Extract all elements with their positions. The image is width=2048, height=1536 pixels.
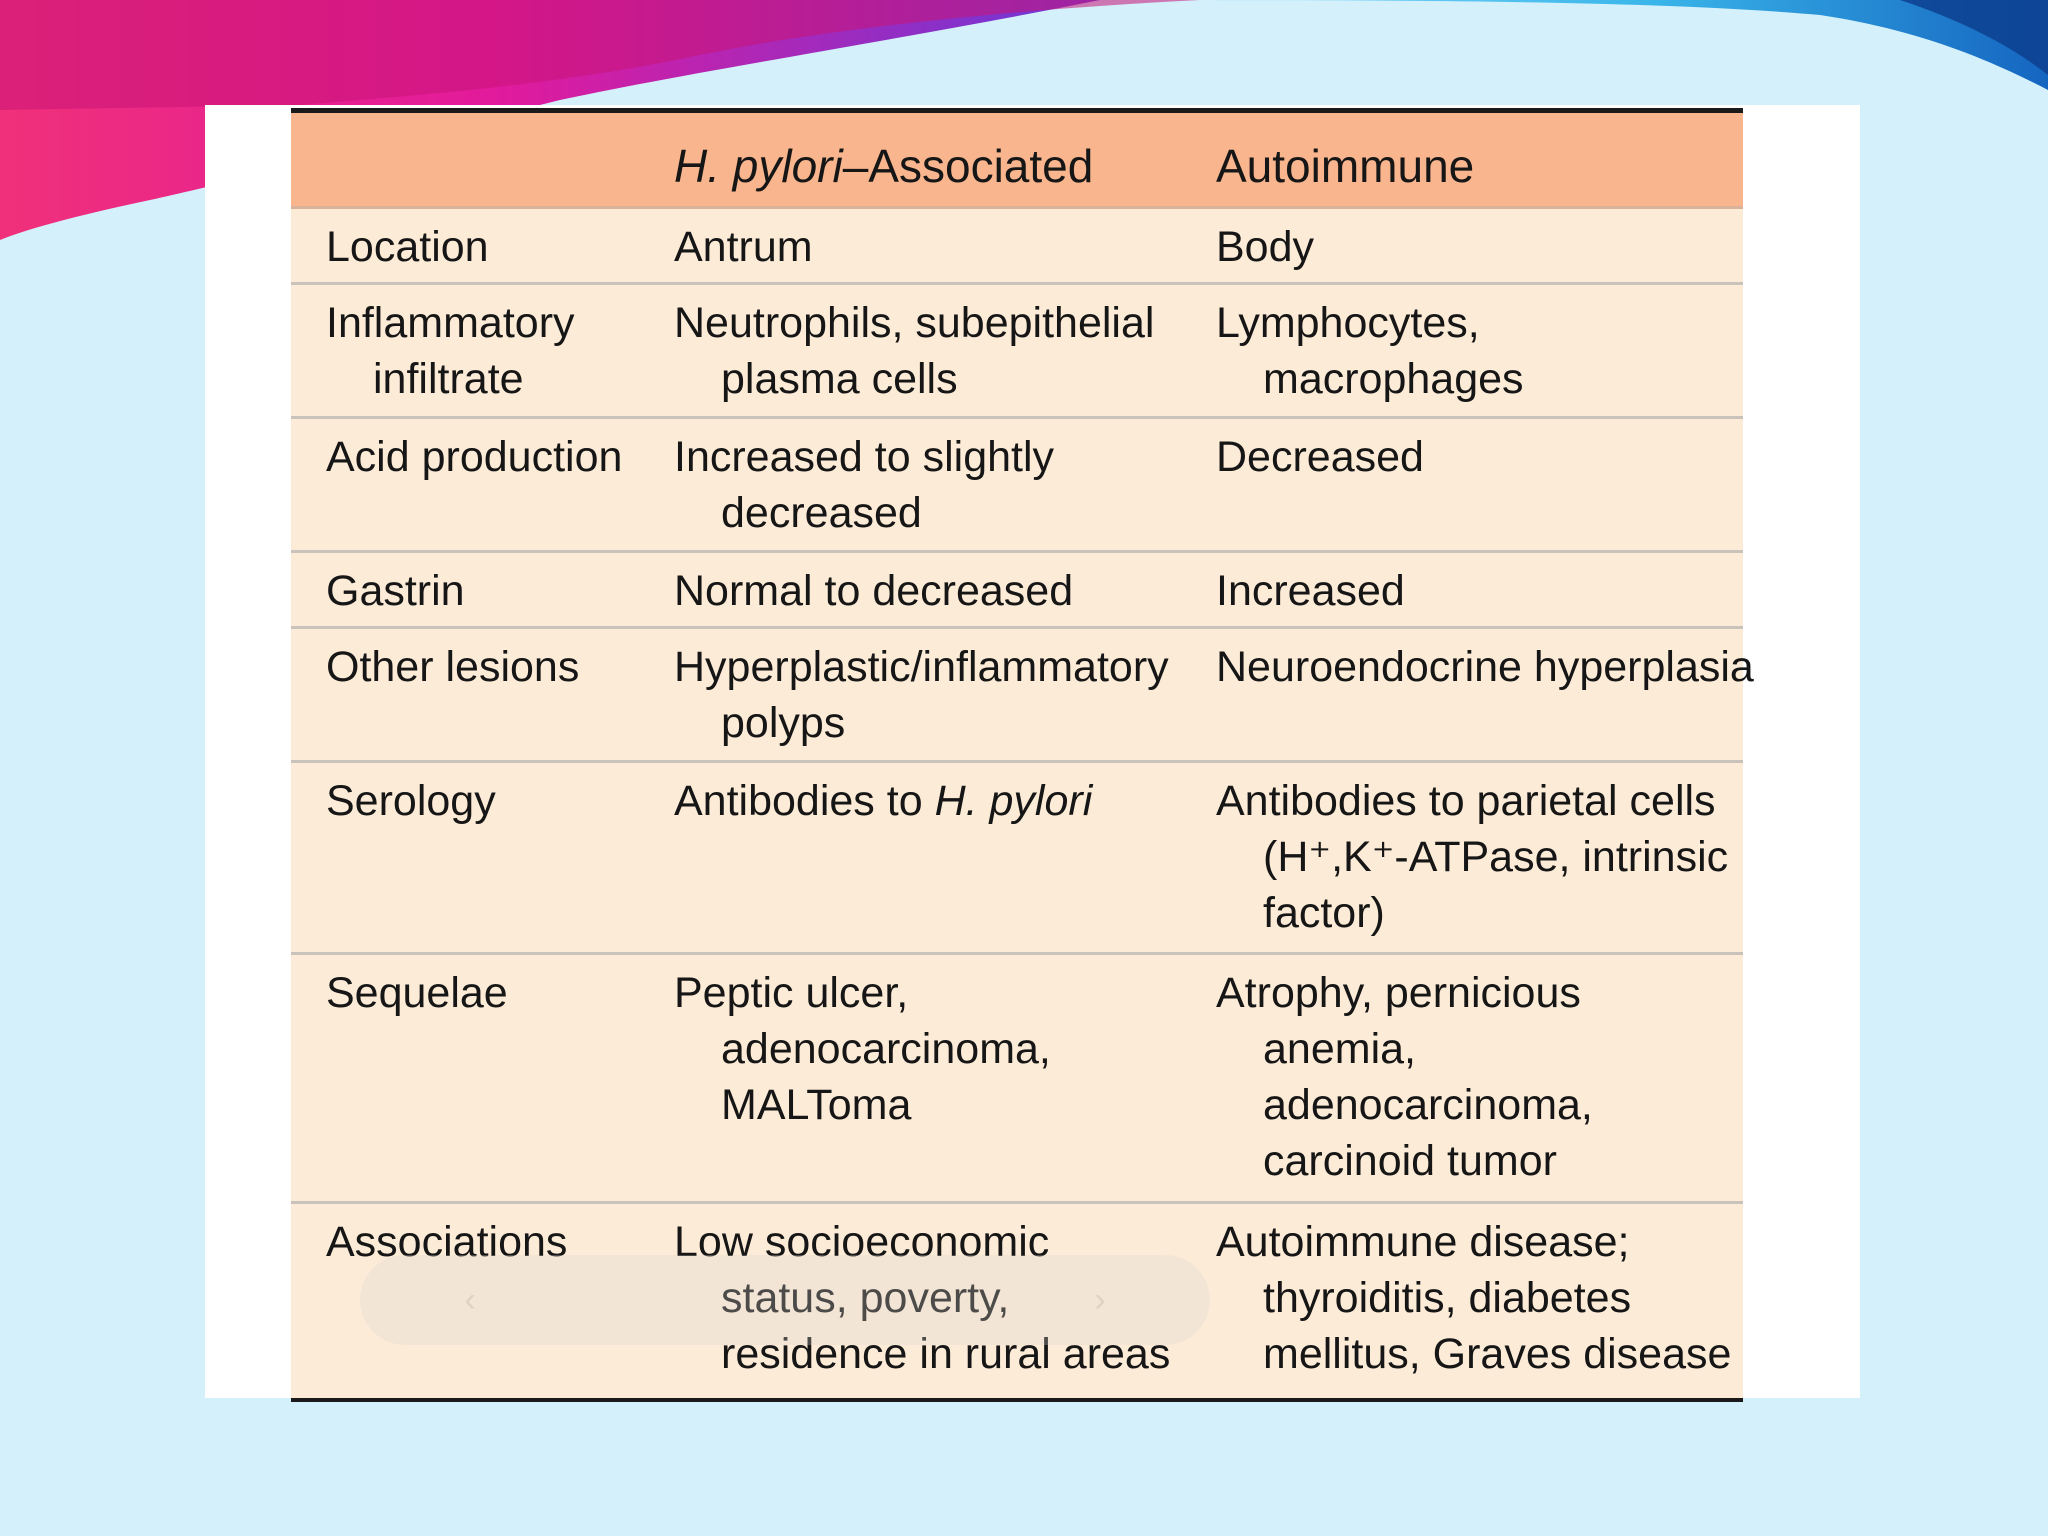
row-label-cell: [326, 295, 646, 407]
next-icon[interactable]: ›: [1094, 1281, 1106, 1319]
comparison-table: [291, 108, 1754, 1402]
cell-line: Neuroendocrine hyperplasia: [1216, 643, 1754, 691]
row-label-cell: [326, 639, 646, 695]
cell-line: Normal to decreased: [674, 567, 1074, 615]
table-row: [291, 955, 1743, 1204]
row-label-cell: [326, 429, 646, 485]
row-label-cell: [326, 563, 646, 619]
cell-line: Antrum: [674, 223, 813, 271]
cell-line: Lymphocytes,: [1216, 299, 1480, 347]
cell-line: Serology: [326, 777, 496, 825]
cell-line: Associations: [326, 1218, 568, 1266]
cell-line: Gastrin: [326, 567, 465, 615]
cell-line: Neutrophils, subepithelial: [674, 299, 1155, 347]
cell-line: anemia,: [1263, 1025, 1416, 1073]
autoimmune-cell: [1216, 639, 1754, 695]
cell-line: Location: [326, 223, 489, 271]
cell-line: thyroiditis, diabetes: [1263, 1274, 1632, 1322]
cell-line: macrophages: [1263, 355, 1524, 403]
cell-line: Increased to slightly: [674, 433, 1055, 481]
cell-line: adenocarcinoma,: [1263, 1081, 1593, 1129]
cell-line: decreased: [721, 489, 922, 537]
table-row: [291, 629, 1754, 763]
autoimmune-cell: [1216, 563, 1736, 619]
cell-line: plasma cells: [721, 355, 958, 403]
cell-line: infiltrate: [373, 355, 524, 403]
cell-line: (H⁺,K⁺-ATPase, intrinsic: [1263, 833, 1729, 881]
cell-line: Sequelae: [326, 969, 508, 1017]
table-row: [291, 553, 1743, 629]
header-cell-hpylori: [674, 139, 1093, 193]
cell-line: MALToma: [721, 1081, 912, 1129]
cell-line: polyps: [721, 699, 846, 747]
cell-line: Peptic ulcer,: [674, 969, 909, 1017]
previous-icon[interactable]: ‹: [464, 1281, 476, 1319]
autoimmune-cell: [1216, 295, 1736, 407]
autoimmune-cell: [1216, 219, 1736, 275]
cell-line: Antibodies to H. pylori: [674, 777, 1093, 825]
cell-line: mellitus, Graves disease: [1263, 1330, 1732, 1378]
autoimmune-cell: [1216, 965, 1736, 1189]
cell-line: Decreased: [1216, 433, 1424, 481]
autoimmune-cell: [1216, 429, 1736, 485]
cell-line: Body: [1216, 223, 1315, 271]
hpylori-cell: [674, 773, 1194, 829]
row-label-cell: [326, 773, 646, 829]
table-row: [291, 285, 1743, 419]
hpylori-cell: [674, 429, 1194, 541]
row-label-cell: [326, 219, 646, 275]
autoimmune-cell: [1216, 1214, 1736, 1382]
header-hpylori-rest: –Associated: [842, 140, 1094, 192]
table-row: [291, 763, 1743, 955]
header-hpylori-italic: H. pylori: [674, 140, 843, 192]
hpylori-cell: [674, 563, 1194, 619]
cell-line: factor): [1263, 889, 1385, 937]
cell-line: Autoimmune disease;: [1216, 1218, 1630, 1266]
row-label-cell: [326, 965, 646, 1021]
cell-line: carcinoid tumor: [1263, 1137, 1557, 1185]
hpylori-cell: [674, 639, 1194, 751]
cell-line: Inflammatory: [326, 299, 575, 347]
cell-line: Acid production: [326, 433, 623, 481]
table-row: [291, 209, 1743, 285]
cell-line: status, poverty,: [721, 1274, 1010, 1322]
cell-line: Antibodies to parietal cells: [1216, 777, 1716, 825]
cell-line: adenocarcinoma,: [721, 1025, 1051, 1073]
header-cell-autoimmune: Autoimmune: [1216, 140, 1475, 192]
italic-organism-name: H. pylori: [934, 777, 1093, 825]
cell-line: residence in rural areas: [721, 1330, 1171, 1378]
cell-line: Low socioeconomic: [674, 1218, 1050, 1266]
cell-line: Other lesions: [326, 643, 580, 691]
hpylori-cell: [674, 295, 1194, 407]
media-overlay-bar[interactable]: [360, 1255, 1210, 1345]
table-row: [291, 419, 1743, 553]
autoimmune-cell: [1216, 773, 1736, 941]
cell-line: Atrophy, pernicious: [1216, 969, 1581, 1017]
hpylori-cell: [674, 965, 1194, 1133]
cell-line: Hyperplastic/inflammatory: [674, 643, 1169, 691]
cell-line: Increased: [1216, 567, 1405, 615]
table-header-row: [291, 113, 1743, 209]
hpylori-cell: [674, 219, 1194, 275]
